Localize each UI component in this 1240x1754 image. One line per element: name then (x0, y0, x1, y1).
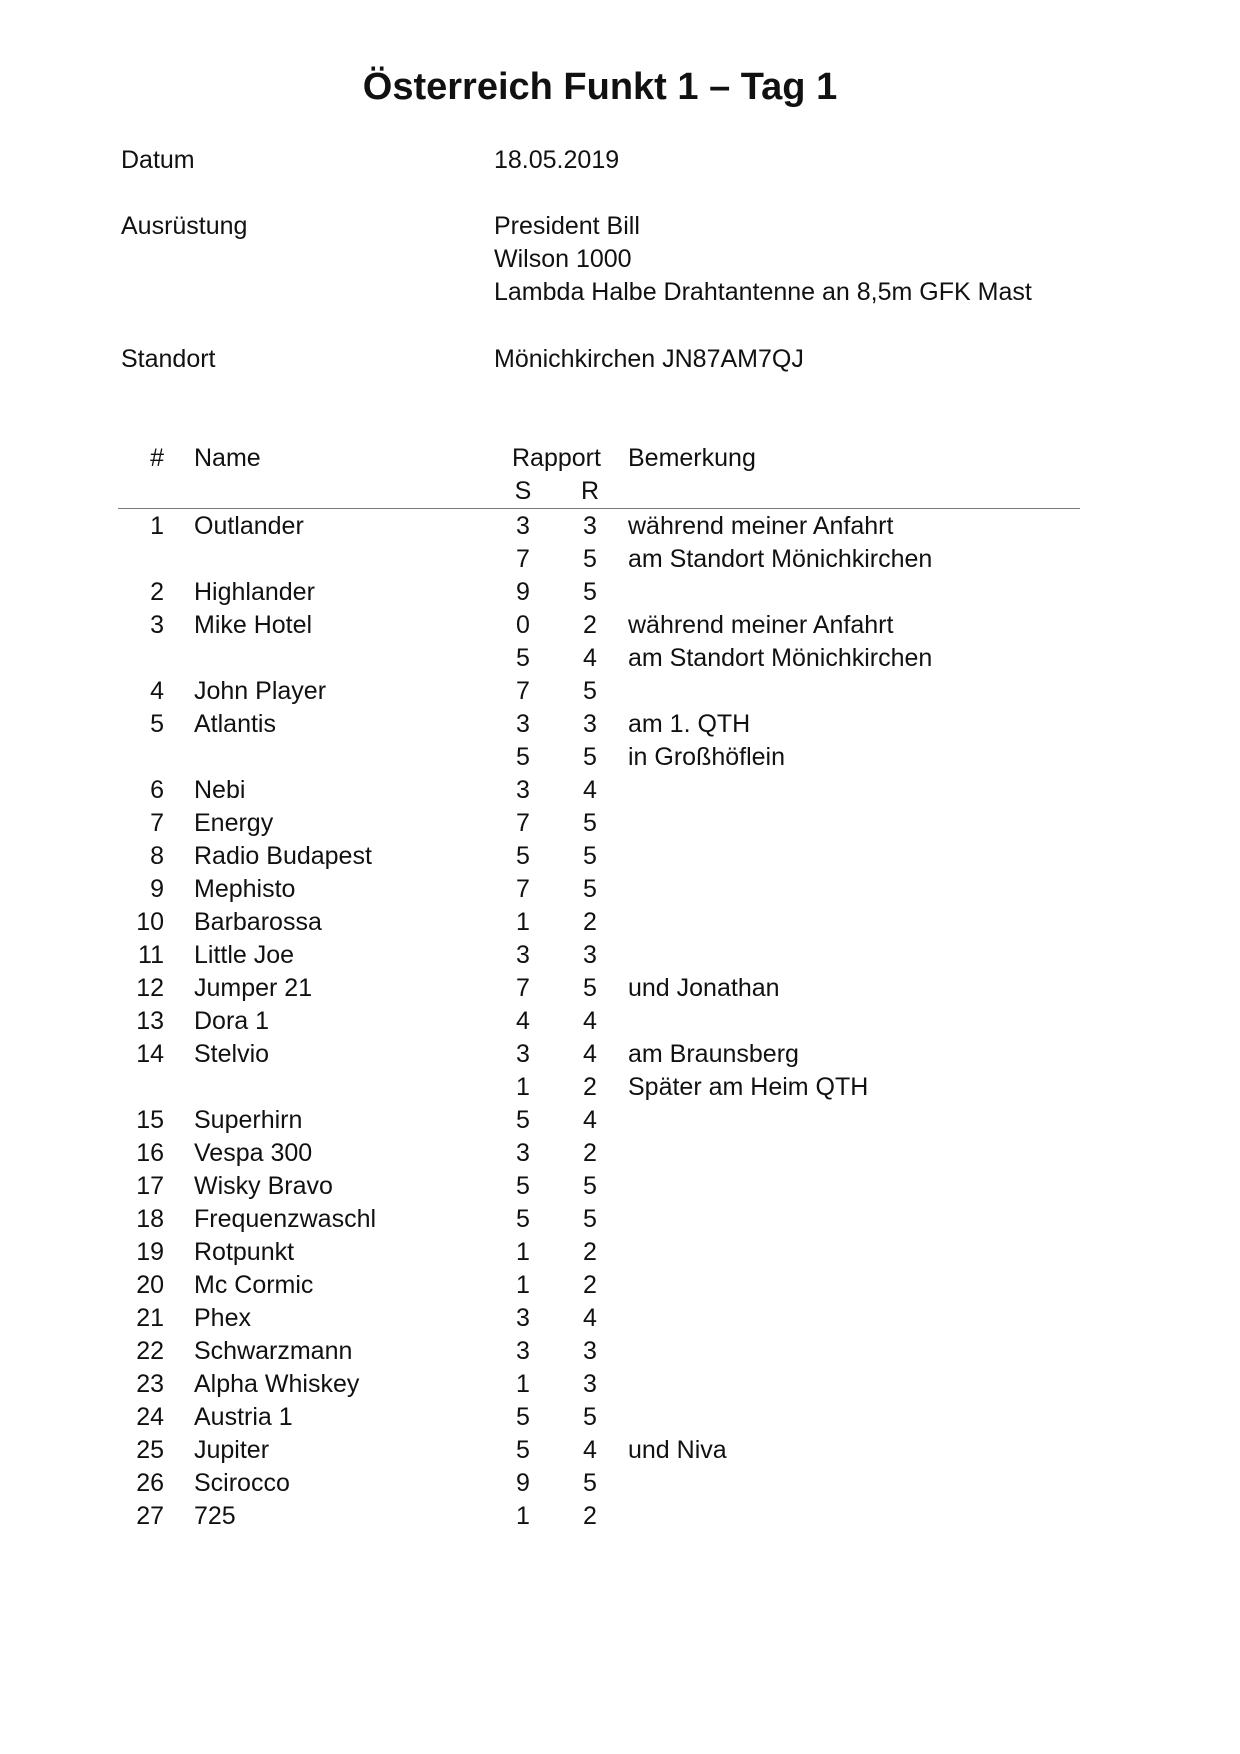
table-row (0, 1039, 1240, 1072)
table-row (0, 544, 1240, 577)
row-num: 10 (136, 908, 164, 936)
row-rapport-r: 4 (583, 644, 597, 672)
row-rapport-s: 9 (516, 578, 530, 606)
row-rapport-s: 1 (516, 1502, 530, 1530)
row-num: 15 (136, 1106, 164, 1134)
table-row (0, 610, 1240, 643)
row-rapport-r: 3 (583, 1337, 597, 1365)
row-rapport-r: 5 (583, 842, 597, 870)
table-row (0, 1369, 1240, 1402)
row-name: Scirocco (194, 1469, 290, 1497)
row-note: während meiner Anfahrt (628, 512, 894, 540)
row-rapport-s: 5 (516, 1106, 530, 1134)
row-num: 12 (136, 974, 164, 1002)
header-s: S (514, 477, 532, 505)
table-row (0, 940, 1240, 973)
row-name: Little Joe (194, 941, 295, 969)
row-name: Radio Budapest (194, 842, 372, 870)
row-rapport-s: 3 (516, 710, 530, 738)
row-rapport-r: 5 (583, 809, 597, 837)
ausruestung-label: Ausrüstung (121, 212, 248, 240)
row-rapport-s: 7 (516, 545, 530, 573)
row-num: 27 (136, 1502, 164, 1530)
table-row (0, 874, 1240, 907)
table-row (0, 511, 1240, 544)
row-rapport-r: 4 (583, 1106, 597, 1134)
row-name: Dora 1 (194, 1007, 270, 1035)
row-note: am Braunsberg (628, 1040, 799, 1068)
table-row (0, 1468, 1240, 1501)
table-row (0, 841, 1240, 874)
row-name: Barbarossa (194, 908, 322, 936)
row-name: Mephisto (194, 875, 296, 903)
row-rapport-r: 5 (583, 1469, 597, 1497)
row-num: 6 (150, 776, 164, 804)
row-rapport-s: 4 (516, 1007, 530, 1035)
table-row (0, 1204, 1240, 1237)
row-num: 2 (150, 578, 164, 606)
datum-label: Datum (121, 146, 195, 174)
table-row (0, 1072, 1240, 1105)
header-divider (118, 508, 1080, 509)
row-num: 20 (136, 1271, 164, 1299)
row-name: Energy (194, 809, 274, 837)
row-note: und Niva (628, 1436, 727, 1464)
row-rapport-r: 5 (583, 1403, 597, 1431)
row-rapport-r: 5 (583, 545, 597, 573)
row-rapport-r: 4 (583, 1436, 597, 1464)
row-num: 13 (136, 1007, 164, 1035)
row-name: Frequenzwaschl (194, 1205, 377, 1233)
row-rapport-r: 2 (583, 908, 597, 936)
table-row (0, 808, 1240, 841)
ausruestung-item: Lambda Halbe Drahtantenne an 8,5m GFK Mast (494, 278, 1032, 306)
row-note: und Jonathan (628, 974, 780, 1002)
row-rapport-r: 4 (583, 1304, 597, 1332)
row-name: Mike Hotel (194, 611, 313, 639)
table-row (0, 1105, 1240, 1138)
row-name: Jupiter (194, 1436, 270, 1464)
row-name: 725 (194, 1502, 236, 1530)
table-header (0, 446, 1240, 506)
row-rapport-s: 1 (516, 1238, 530, 1266)
row-rapport-s: 7 (516, 875, 530, 903)
row-rapport-s: 3 (516, 776, 530, 804)
row-rapport-r: 2 (583, 1271, 597, 1299)
row-rapport-r: 3 (583, 941, 597, 969)
row-rapport-s: 5 (516, 1403, 530, 1431)
row-note: während meiner Anfahrt (628, 611, 894, 639)
row-name: Atlantis (194, 710, 276, 738)
row-note: am Standort Mönichkirchen (628, 644, 933, 672)
row-num: 3 (150, 611, 164, 639)
table-row (0, 775, 1240, 808)
row-rapport-r: 5 (583, 1172, 597, 1200)
row-rapport-r: 5 (583, 677, 597, 705)
table-row (0, 577, 1240, 610)
row-rapport-s: 9 (516, 1469, 530, 1497)
table-row (0, 1270, 1240, 1303)
table-row (0, 643, 1240, 676)
row-rapport-s: 0 (516, 611, 530, 639)
header-note: Bemerkung (628, 444, 756, 472)
datum-value: 18.05.2019 (494, 146, 620, 174)
row-rapport-s: 7 (516, 809, 530, 837)
row-rapport-r: 4 (583, 776, 597, 804)
ausruestung-values (494, 214, 1032, 313)
standort-value: Mönichkirchen JN87AM7QJ (494, 345, 804, 373)
table-row (0, 676, 1240, 709)
row-rapport-s: 3 (516, 1304, 530, 1332)
row-num: 26 (136, 1469, 164, 1497)
row-num: 23 (136, 1370, 164, 1398)
row-rapport-r: 5 (583, 1205, 597, 1233)
row-rapport-s: 1 (516, 1370, 530, 1398)
row-num: 22 (136, 1337, 164, 1365)
row-num: 16 (136, 1139, 164, 1167)
row-rapport-r: 5 (583, 875, 597, 903)
table-row (0, 1171, 1240, 1204)
row-rapport-r: 2 (583, 1502, 597, 1530)
row-rapport-r: 4 (583, 1040, 597, 1068)
row-rapport-r: 2 (583, 1139, 597, 1167)
row-name: Rotpunkt (194, 1238, 295, 1266)
row-note: am 1. QTH (628, 710, 751, 738)
row-num: 21 (136, 1304, 164, 1332)
row-rapport-r: 3 (583, 512, 597, 540)
table-row (0, 1402, 1240, 1435)
row-name: Highlander (194, 578, 315, 606)
table-row (0, 1501, 1240, 1534)
row-rapport-r: 2 (583, 1238, 597, 1266)
row-num: 4 (150, 677, 164, 705)
datum-values (494, 148, 619, 181)
row-name: Alpha Whiskey (194, 1370, 360, 1398)
row-rapport-s: 3 (516, 1337, 530, 1365)
row-name: Outlander (194, 512, 304, 540)
table-row (0, 1303, 1240, 1336)
table-body (0, 511, 1240, 1534)
table-row (0, 1237, 1240, 1270)
row-num: 5 (150, 710, 164, 738)
table-row (0, 973, 1240, 1006)
row-name: Wisky Bravo (194, 1172, 333, 1200)
standort-values (494, 347, 804, 380)
row-rapport-r: 2 (583, 611, 597, 639)
row-rapport-s: 3 (516, 1040, 530, 1068)
row-note: am Standort Mönichkirchen (628, 545, 933, 573)
table-row (0, 1006, 1240, 1039)
standort-label: Standort (121, 345, 216, 373)
row-rapport-s: 5 (516, 1172, 530, 1200)
row-rapport-r: 5 (583, 743, 597, 771)
table-row (0, 742, 1240, 775)
row-name: Vespa 300 (194, 1139, 313, 1167)
row-rapport-r: 5 (583, 974, 597, 1002)
row-num: 11 (138, 941, 164, 969)
row-rapport-r: 3 (583, 1370, 597, 1398)
row-name: Mc Cormic (194, 1271, 314, 1299)
table-row (0, 1138, 1240, 1171)
row-num: 9 (150, 875, 164, 903)
row-rapport-s: 1 (516, 1271, 530, 1299)
row-num: 25 (136, 1436, 164, 1464)
row-name: Superhirn (194, 1106, 303, 1134)
row-num: 17 (136, 1172, 164, 1200)
row-rapport-s: 7 (516, 974, 530, 1002)
row-name: Nebi (194, 776, 246, 804)
row-num: 14 (136, 1040, 164, 1068)
table-row (0, 1435, 1240, 1468)
row-rapport-s: 3 (516, 941, 530, 969)
row-name: Jumper 21 (194, 974, 313, 1002)
row-note: Später am Heim QTH (628, 1073, 869, 1101)
row-name: Schwarzmann (194, 1337, 353, 1365)
header-rapport: Rapport (512, 444, 601, 472)
row-rapport-s: 3 (516, 1139, 530, 1167)
row-num: 18 (136, 1205, 164, 1233)
row-num: 1 (150, 512, 164, 540)
row-name: Stelvio (194, 1040, 270, 1068)
table-row (0, 907, 1240, 940)
row-num: 7 (150, 809, 164, 837)
row-rapport-s: 5 (516, 842, 530, 870)
row-rapport-s: 1 (516, 1073, 530, 1101)
row-rapport-r: 3 (583, 710, 597, 738)
row-name: Phex (194, 1304, 251, 1332)
row-rapport-s: 5 (516, 644, 530, 672)
row-rapport-s: 1 (516, 908, 530, 936)
row-rapport-s: 5 (516, 743, 530, 771)
row-num: 8 (150, 842, 164, 870)
ausruestung-item: President Bill (494, 212, 640, 240)
row-rapport-s: 5 (516, 1205, 530, 1233)
row-rapport-r: 4 (583, 1007, 597, 1035)
row-rapport-s: 7 (516, 677, 530, 705)
row-note: in Großhöflein (628, 743, 786, 771)
page-title: Österreich Funkt 1 – Tag 1 (362, 66, 838, 108)
ausruestung-item: Wilson 1000 (494, 245, 632, 273)
row-name: John Player (194, 677, 327, 705)
row-num: 24 (136, 1403, 164, 1431)
header-name: Name (194, 444, 261, 472)
row-rapport-s: 3 (516, 512, 530, 540)
table-row (0, 1336, 1240, 1369)
row-rapport-r: 5 (583, 578, 597, 606)
header-num: # (150, 444, 164, 472)
table-row (0, 709, 1240, 742)
row-name: Austria 1 (194, 1403, 293, 1431)
row-rapport-s: 5 (516, 1436, 530, 1464)
row-num: 19 (136, 1238, 164, 1266)
row-rapport-r: 2 (583, 1073, 597, 1101)
header-r: R (580, 477, 600, 505)
